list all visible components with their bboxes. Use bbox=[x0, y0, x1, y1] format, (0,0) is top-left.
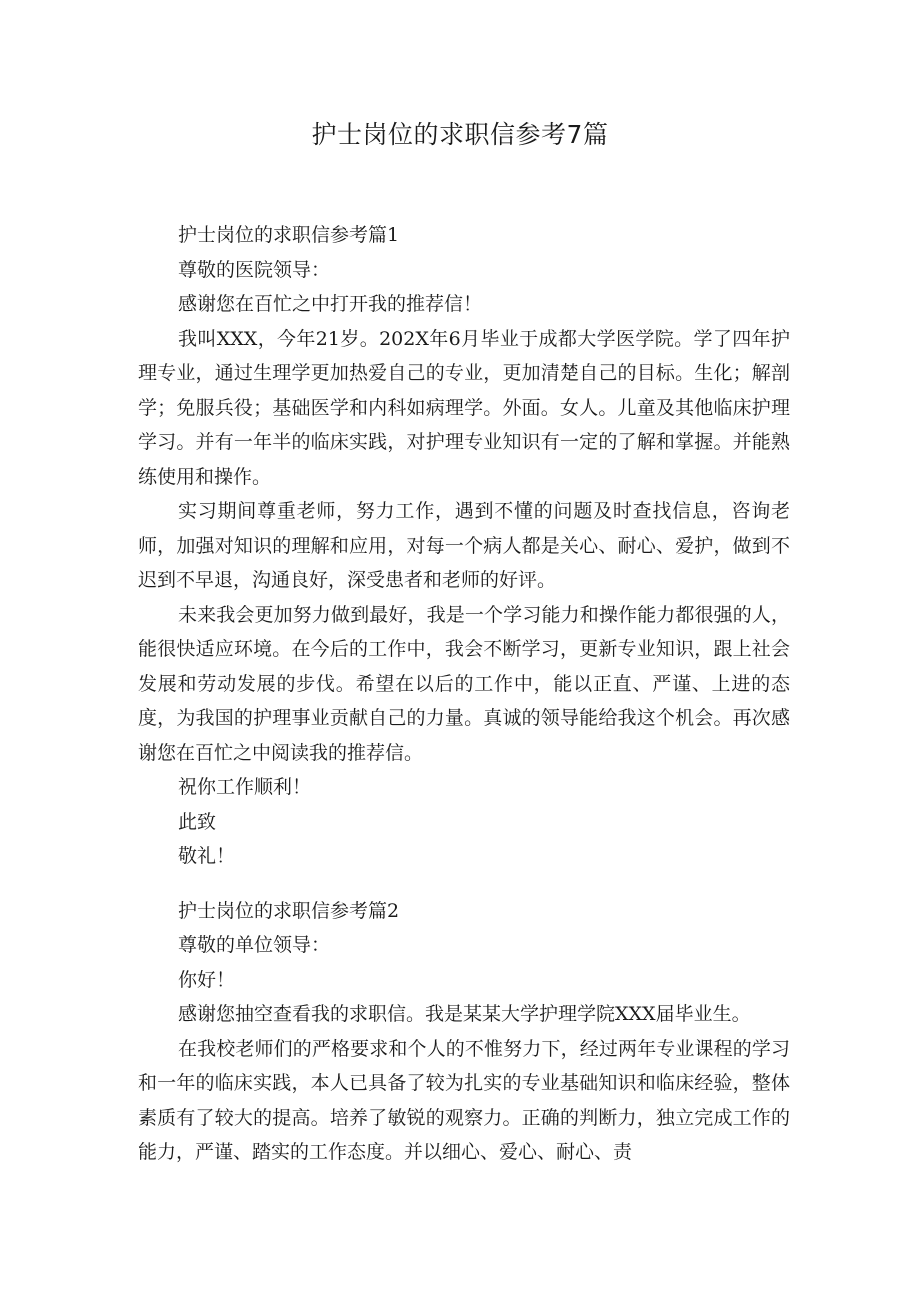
section-1-heading: 护士岗位的求职信参考篇1 bbox=[178, 224, 400, 246]
section-1-closing-wish: 祝你工作顺利！ bbox=[178, 776, 312, 798]
section-2-salutation: 尊敬的单位领导： bbox=[178, 934, 331, 956]
section-2-heading: 护士岗位的求职信参考篇2 bbox=[178, 899, 400, 922]
document-title: 护士岗位的求职信参考7篇 bbox=[311, 120, 609, 149]
section-1-closing-2: 敬礼！ bbox=[178, 845, 236, 867]
section-1-paragraph-4: 未来我会更加努力做到最好，我是一个学习能力和操作能力都很强的人，能很快适应环境。在今后的工作中，我会不断学习，更新专业知识，跟上社会发展和劳动发展的步伐。希望在以后的工作中，能以正直、严谨、上进的态度，为我国的护理事业贡献自己的力量。真诚的领导能给我这个机会。再次感谢您在百忙之中阅读我的推荐信。 bbox=[138, 603, 790, 764]
section-1-paragraph-3: 实习期间尊重老师，努力工作，遇到不懂的问题及时查找信息，咨询老师，加强对知识的理解和应用，对每一个病人都是关心、耐心、爱护，做到不迟到不早退，沟通良好，深受患者和老师的好评。 bbox=[138, 500, 790, 591]
section-2-paragraph-2: 在我校老师们的严格要求和个人的不惟努力下，经过两年专业课程的学习和一年的临床实践，本人已具备了较为扎实的专业基础知识和临床经验，整体素质有了较大的提高。培养了敏锐的观察力。正确的判断力，独立完成工作的能力，严谨、踏实的工作态度。并以细心、爱心、耐心、责 bbox=[138, 1037, 790, 1163]
section-2-paragraph-1: 感谢您抽空查看我的求职信。我是某某大学护理学院XXX届毕业生。 bbox=[178, 1003, 751, 1025]
document-body bbox=[138, 218, 790, 1170]
section-divider bbox=[138, 874, 790, 894]
section-1-closing-1: 此致 bbox=[178, 810, 217, 833]
section-1-salutation: 尊敬的医院领导： bbox=[178, 258, 331, 281]
section-2-greeting: 你好！ bbox=[178, 968, 236, 991]
section-1-paragraph-1: 感谢您在百忙之中打开我的推荐信！ bbox=[178, 293, 483, 315]
section-1-paragraph-2: 我叫XXX，今年21岁。202X年6月毕业于成都大学医学院。学了四年护理专业，通过生理学更加热爱自己的专业，更加清楚自己的目标。生化；解剖学；免服兵役；基础医学和内科如病理学。外面。女人。儿童及其他临床护理学习。并有一年半的临床实践，对护理专业知识有一定的了解和掌握。并能熟练使用和操作。 bbox=[138, 327, 790, 488]
